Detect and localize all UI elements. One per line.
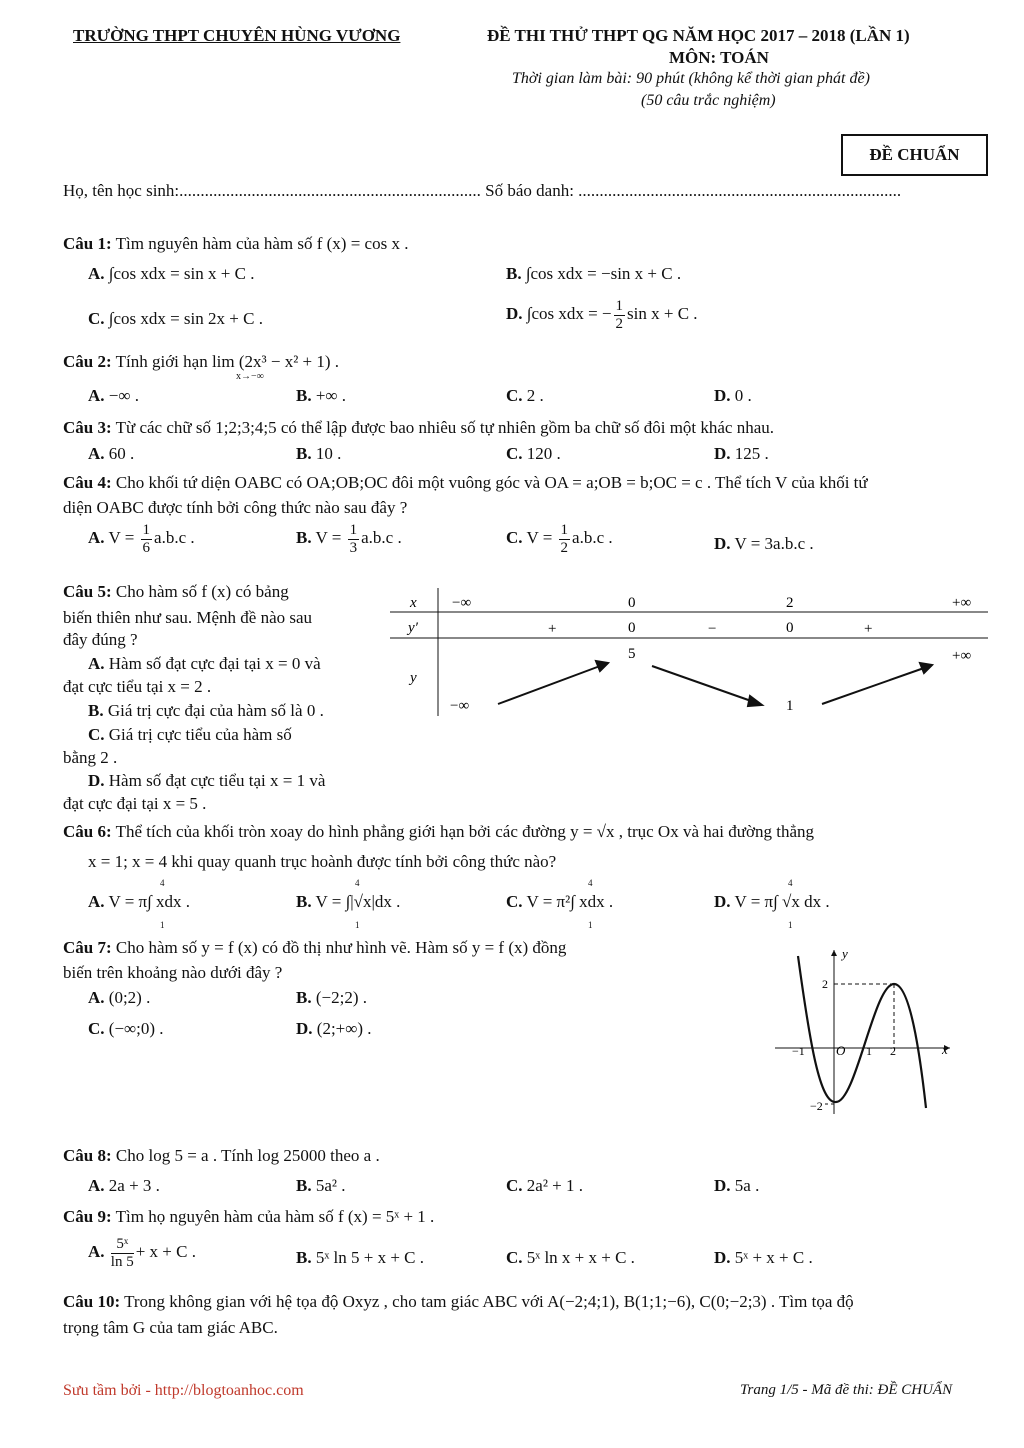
option-c: C. 120 . — [506, 444, 561, 463]
y-value: 5 — [628, 646, 636, 662]
exam-code-box: ĐỀ CHUẨN — [841, 134, 988, 176]
footer-page: Trang 1/5 - Mã đề thi: ĐỀ CHUẨN — [740, 1382, 953, 1398]
arrowhead — [920, 663, 932, 673]
option-d: D. 0 . — [714, 386, 752, 405]
option-b: B. 5ˣ ln 5 + x + C . — [296, 1248, 424, 1267]
arrowhead — [748, 696, 762, 706]
integral-lower: 1 — [588, 920, 593, 930]
limit-subscript: x→−∞ — [236, 371, 264, 382]
x-value: +∞ — [952, 595, 972, 611]
y-value: 1 — [786, 698, 794, 714]
integral-upper: 4 — [355, 878, 360, 888]
exam-title: ĐỀ THI THỬ THPT QG NĂM HỌC 2017 – 2018 (LẦN 1) — [487, 26, 910, 45]
option-b: B. 5a² . — [296, 1176, 346, 1195]
question-text: Tìm nguyên hàm của hàm số f (x) = cos x . — [115, 234, 409, 253]
question-8: Câu 8: Cho log 5 = a . Tính log 25000 theo a . — [63, 1146, 380, 1165]
option-b: B. (−2;2) . — [296, 988, 367, 1007]
question-4-cont: diện OABC được tính bởi công thức nào sau đây ? — [63, 498, 408, 517]
question-2: Câu 2: Tính giới hạn lim (2x³ − x² + 1) . — [63, 352, 340, 371]
question-5: Câu 5: Cho hàm số f (x) có bảng — [63, 582, 289, 601]
option-a: A. ∫cos xdx = sin x + C . — [88, 264, 255, 283]
option-d: D. (2;+∞) . — [296, 1019, 372, 1038]
question-7-cont: biến trên khoảng nào dưới đây ? — [63, 963, 283, 982]
option-a: A. 2a + 3 . — [88, 1176, 160, 1195]
question-9: Câu 9: Tìm họ nguyên hàm của hàm số f (x) = 5ˣ + 1 . — [63, 1207, 435, 1226]
option-c: C. ∫cos xdx = sin 2x + C . — [88, 309, 263, 328]
sign: + — [864, 621, 873, 637]
option-c: C. (−∞;0) . — [88, 1019, 164, 1038]
option-d-cont: đạt cực đại tại x = 5 . — [63, 794, 207, 813]
origin-label: O — [836, 1043, 846, 1058]
integral-upper: 4 — [788, 878, 793, 888]
variation-arrows — [498, 661, 932, 706]
question-4: Câu 4: Cho khối tứ diện OABC có OA;OB;OC đôi một vuông góc và OA = a;OB = b;OC = c . Thể tích V của khối tứ — [63, 473, 868, 492]
option-b: B. V = ∫|√x|dx . — [296, 892, 401, 911]
question-7: Câu 7: Cho hàm số y = f (x) có đồ thị như hình vẽ. Hàm số y = f (x) đồng — [63, 938, 567, 957]
tick-label-y: 2 — [822, 977, 828, 991]
option-a: A. Hàm số đạt cực đại tại x = 0 và — [88, 654, 321, 673]
x-value: 0 — [628, 595, 636, 611]
option-a: A. V = π∫ xdx . — [88, 892, 191, 911]
question-3: Câu 3: Từ các chữ số 1;2;3;4;5 có thể lập được bao nhiêu số tự nhiên gồm ba chữ số đôi một khác nhau. — [63, 418, 775, 437]
sign: − — [708, 621, 717, 637]
option-c: C. Giá trị cực tiểu của hàm số — [88, 725, 292, 744]
option-c: C. 2 . — [506, 386, 544, 405]
option-d: D. 5a . — [714, 1176, 760, 1195]
fraction: $\frac{1}{2}$ — [615, 298, 624, 332]
integral-upper: 4 — [588, 878, 593, 888]
option-c: C. V = $\frac{1}{2}$ a.b.c . — [506, 522, 613, 556]
option-b: B. ∫cos xdx = −sin x + C . — [506, 264, 682, 283]
subject: MÔN: TOÁN — [669, 48, 769, 67]
variation-table — [390, 588, 990, 718]
footer-source: Sưu tầm bởi - http://blogtoanhoc.com — [63, 1382, 304, 1399]
time-limit: Thời gian làm bài: 90 phút (không kể thời gian phát đề) — [512, 70, 870, 87]
integral-lower: 1 — [355, 920, 360, 930]
yprime-label: y′ — [408, 620, 418, 636]
tick-label-x: 2 — [890, 1044, 896, 1058]
option-a: A. (0;2) . — [88, 988, 151, 1007]
arrow-up — [822, 668, 924, 704]
option-a: A. $\frac{\text{5ˣ}}{\ln 5}$ + x + C . — [88, 1236, 196, 1270]
sign: 0 — [786, 620, 794, 636]
function-graph — [770, 944, 960, 1124]
option-b: B. +∞ . — [296, 386, 347, 405]
option-b: B. Giá trị cực đại của hàm số là 0 . — [88, 701, 324, 720]
school-name: TRƯỜNG THPT CHUYÊN HÙNG VƯƠNG — [73, 26, 401, 45]
option-c-cont: bằng 2 . — [63, 748, 118, 767]
student-info-line: Họ, tên học sinh:....................................................................... Số báo danh: ............................................................................ — [63, 181, 902, 200]
option-d: D. V = π∫ √x dx . — [714, 892, 830, 911]
question-count: (50 câu trắc nghiệm) — [641, 92, 776, 109]
question-6-cont: x = 1; x = 4 khi quay quanh trục hoành được tính bởi công thức nào? — [88, 852, 557, 871]
arrow-down — [652, 666, 754, 702]
x-value: 2 — [786, 595, 794, 611]
option-c: C. V = π²∫ xdx . — [506, 892, 614, 911]
option-a-cont: đạt cực tiểu tại x = 2 . — [63, 677, 212, 696]
option-a: A. 60 . — [88, 444, 135, 463]
option-b: B. V = $\frac{1}{3}$ a.b.c . — [296, 522, 402, 556]
option-d: D. 5ˣ + x + C . — [714, 1248, 813, 1267]
option-d: D. Hàm số đạt cực tiểu tại x = 1 và — [88, 771, 326, 790]
question-label: Câu 1: — [63, 234, 112, 253]
y-label: y — [410, 670, 417, 686]
option-c: C. 2a² + 1 . — [506, 1176, 584, 1195]
x-label: x — [410, 595, 417, 611]
integral-lower: 1 — [788, 920, 793, 930]
question-10: Câu 10: Trong không gian với hệ tọa độ Oxyz , cho tam giác ABC với A(−2;4;1), B(1;1;−6), C(0;−2;3) . Tìm tọa độ — [63, 1292, 854, 1311]
question-5-line: đây đúng ? — [63, 630, 138, 649]
question-10-cont: trọng tâm G của tam giác ABC. — [63, 1318, 278, 1337]
y-value: −∞ — [450, 698, 470, 714]
question-6: Câu 6: Thể tích của khối tròn xoay do hình phẳng giới hạn bởi các đường y = √x , trục Ox và hai đường thẳng — [63, 822, 814, 841]
integral-upper: 4 — [160, 878, 165, 888]
x-value: −∞ — [452, 595, 472, 611]
option-d: D. ∫cos xdx = − $\frac{1}{2}$ sin x + C . — [506, 298, 698, 332]
option-a: A. V = $\frac{1}{6}$ a.b.c . — [88, 522, 195, 556]
question-1 — [63, 234, 408, 254]
x-axis-label: x — [942, 1042, 948, 1057]
tick-label-x: −1 — [792, 1044, 805, 1058]
y-value: +∞ — [952, 648, 972, 664]
option-b: B. 10 . — [296, 444, 342, 463]
integral-lower: 1 — [160, 920, 165, 930]
option-d: D. V = 3a.b.c . — [714, 534, 814, 553]
arrowhead — [596, 661, 608, 671]
question-5-line: biến thiên như sau. Mệnh đề nào sau — [63, 608, 313, 627]
sign: + — [548, 621, 557, 637]
option-a: A. −∞ . — [88, 386, 139, 405]
arrow-up — [498, 666, 600, 704]
sign: 0 — [628, 620, 636, 636]
tick-label-x: 1 — [866, 1044, 872, 1058]
curve — [798, 956, 926, 1108]
tick-label-y: −2 — [810, 1099, 823, 1113]
option-c: C. 5ˣ ln x + x + C . — [506, 1248, 635, 1267]
option-d: D. 125 . — [714, 444, 769, 463]
y-axis-label: y — [842, 946, 848, 961]
